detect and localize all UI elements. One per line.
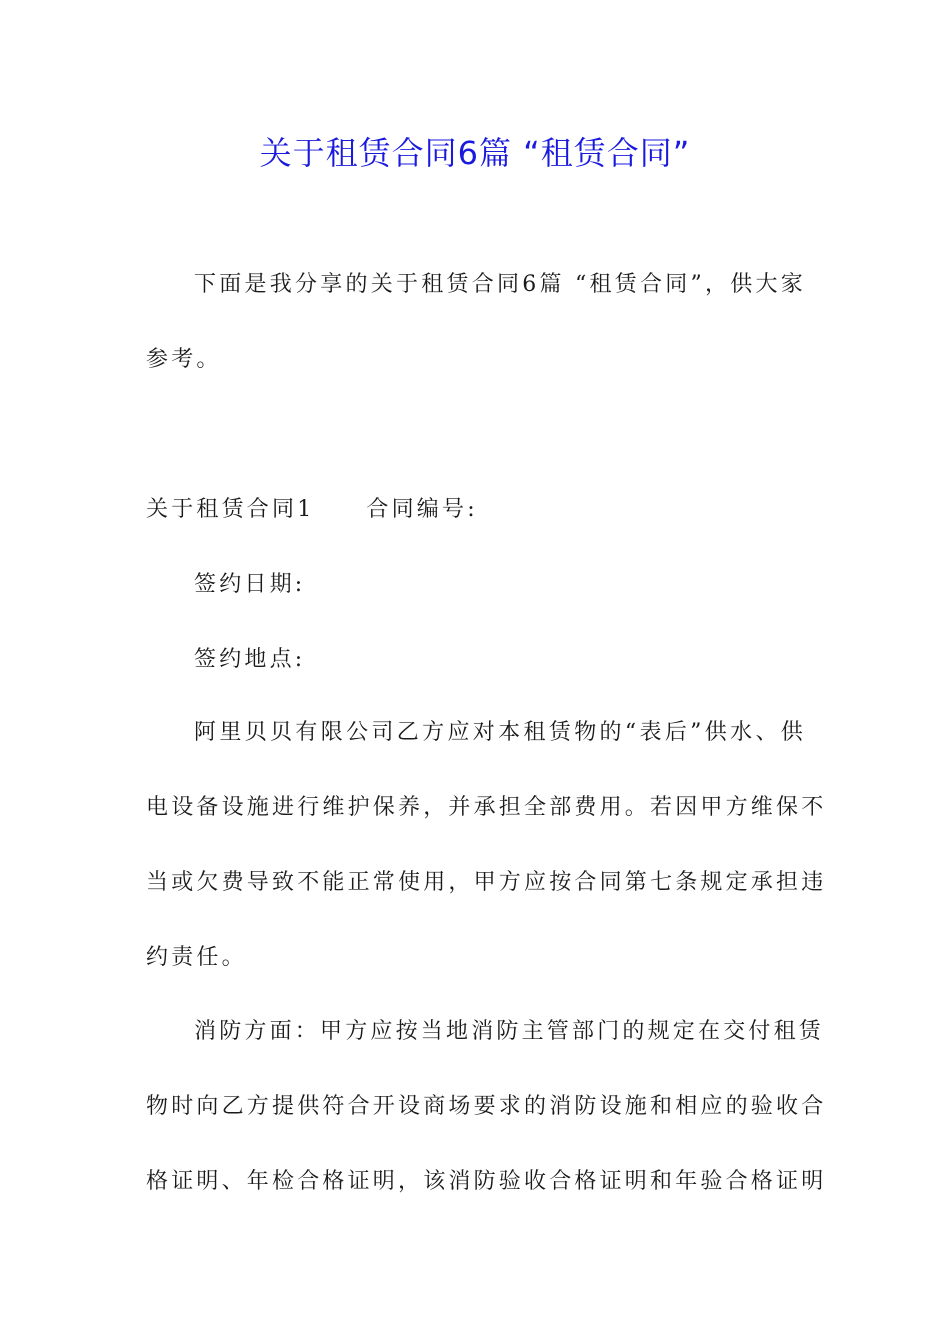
para1-line-4: 约责任。	[146, 945, 247, 970]
sign-date-label: 签约日期:	[194, 572, 306, 597]
para2-line-1: 消防方面：甲方应按当地消防主管部门的规定在交付租赁	[194, 1019, 825, 1044]
document-title: 关于租赁合同6篇 “租赁合同”	[259, 134, 691, 172]
para2-line-2: 物时向乙方提供符合开设商场要求的消防设施和相应的验收合	[146, 1094, 827, 1119]
para1-line-1: 阿里贝贝有限公司乙方应对本租赁物的“表后”供水、供	[194, 720, 806, 745]
section-heading: 关于租赁合同1	[146, 497, 315, 522]
para1-line-2: 电设备设施进行维护保养，并承担全部费用。若因甲方维保不	[146, 795, 827, 820]
intro-line-2: 参考。	[146, 347, 222, 372]
section-heading-row	[146, 495, 806, 525]
intro-line-1: 下面是我分享的关于租赁合同6篇 “租赁合同”，供大家	[194, 272, 806, 297]
contract-number-label: 合同编号:	[366, 497, 478, 522]
para2-line-3: 格证明、年检合格证明，该消防验收合格证明和年验合格证明	[146, 1169, 827, 1194]
para1-line-3: 当或欠费导致不能正常使用，甲方应按合同第七条规定承担违	[146, 870, 827, 895]
sign-place-label: 签约地点:	[194, 647, 306, 672]
